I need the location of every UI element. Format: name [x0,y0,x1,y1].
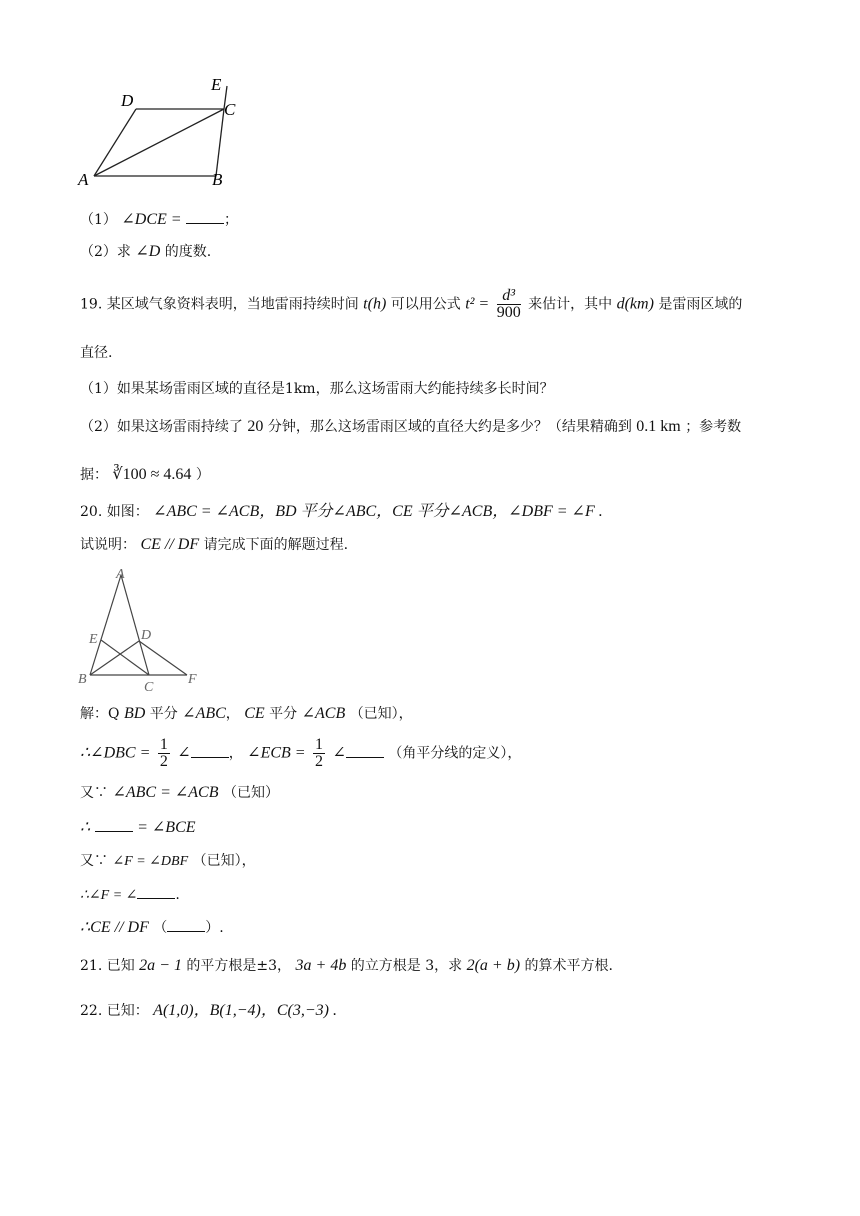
q20-sol7-b: （ [153,920,168,936]
q19-part2 [80,418,741,436]
q20-prove [80,536,348,554]
q20-sol2-b: ∠ [177,744,191,762]
q21-text-d: 的算术平方根. [524,958,613,974]
q19-text-b: 可以用公式 [390,296,461,313]
q20-prove-label: 试说明： [80,537,136,553]
q20-stem [80,503,603,521]
segment-AC [121,575,152,675]
half-fraction [158,737,170,770]
q20-sol6-b: . [175,887,180,903]
q20-sol3-b: ∠ABC = ∠ACB [112,784,219,801]
label-B: B [78,672,87,687]
q19-t-unit: t(h) [363,295,387,313]
q20-sol1-g: 平分 [269,706,298,722]
question-number-20: 20. [80,504,103,520]
q19-stem-cont [80,344,112,362]
q19-d-unit: d(km) [616,295,654,313]
q20-sol1-h: ∠ACB [301,705,346,722]
q19-text-d: 是雷雨区域的 [658,296,743,313]
fraction-denominator: 2 [315,753,324,770]
answer-blank [95,819,133,832]
q20-sol4-b: = ∠BCE [137,819,196,836]
q19-formula-numerator: d³ [497,288,521,305]
label-A: A [78,170,89,189]
q19-part2-d: 0.1 km [636,418,681,435]
q18-part2 [80,243,211,261]
q18-part1 [80,211,238,229]
question-number-22: 22. [80,1003,103,1019]
q20-sol-line5 [80,852,256,871]
question-number-21: 21. [80,958,103,974]
q19-text-c: 来估计，其中 [528,296,613,313]
label-B: B [212,170,223,189]
q20-sol4-a: ∴ [80,819,91,836]
answer-blank [137,886,175,899]
q18-part1-suffix: ； [224,212,239,228]
q18-part1-expr: ∠DCE = [121,211,182,228]
parallelogram-figure [76,72,256,192]
q20-sol5-b: ∠F = ∠DBF [112,854,189,869]
q20-sol3-a: 又∵ [80,785,108,801]
q19-stem [80,288,742,321]
segment-AB [90,575,121,675]
q20-sol1-a: 解：Q [80,706,120,722]
q20-sol5-a: 又∵ [80,853,108,869]
q19-part2-cont [80,466,210,484]
segment-DF [139,641,187,675]
q19-part2-c: 分钟，那么这场雷雨区域的直径大约是多少？（结果精确到 [267,419,632,435]
q20-sol6-a: ∴∠F = ∠ [80,888,138,903]
label-C: C [224,100,236,119]
q21-text-c: 的立方根是 3，求 [350,958,463,974]
q18-part2-suffix: 的度数. [164,244,212,260]
q20-sol1-b: BD [123,705,146,722]
q20-sol-line3 [80,784,279,802]
q19-formula-fraction [497,288,521,321]
q20-sol-line1 [80,705,413,723]
segment-BC [216,109,224,176]
q18-part2-prefix: （2）求 [80,244,131,260]
q20-sol5-c: （已知）， [192,853,256,869]
q19-part2-h: ） [195,467,210,483]
segment-DA [94,109,136,176]
question-number-19: 19. [80,296,103,313]
fraction-numerator: 1 [315,736,324,753]
q21-text-b: 的平方根是±3， [186,958,292,974]
q21-expr2: 3a + 4b [295,957,347,974]
q20-sol2-c: ， [228,745,243,762]
q20-prove-expr: CE // DF [140,536,200,553]
label-D: D [121,91,134,110]
q20-sol7-c: ）. [205,920,224,936]
label-C: C [144,680,154,695]
label-E: E [89,632,98,647]
q21-text-a: 已知 [106,958,135,974]
q20-sol2-e: ∠ [332,744,346,762]
q19-text-a: 某区域气象资料表明，当地雷雨持续时间 [106,296,359,313]
q19-part2-f: 据： [80,467,108,483]
q19-part2-a: （2）如果这场雷雨持续了 [80,419,243,435]
q21-expr1: 2a − 1 [139,957,182,974]
q22-stem [80,1002,337,1020]
q20-sol-line7 [80,919,224,937]
q20-sol1-c: 平分 [149,706,178,722]
label-A: A [116,567,125,582]
q20-prove-suffix: 请完成下面的解题过程. [203,537,349,553]
q20-sol1-e: ， [225,706,240,722]
answer-blank [346,745,384,758]
q19-part2-g: ∛100 ≈ 4.64 [112,466,192,483]
q18-part1-prefix: （1） [80,212,117,228]
label-F: F [188,672,197,687]
q20-sol-line6 [80,886,180,905]
triangle-figure [76,565,216,695]
q19-formula-denominator: 900 [496,304,521,321]
q20-sol3-c: （已知） [222,785,279,801]
q20-sol1-d: ∠ABC [182,705,226,722]
q19-part2-e: ；参考数 [685,419,742,435]
q19-formula-lhs: t² = [465,295,490,313]
q19-part2-b: 20 [247,418,264,435]
answer-blank [191,745,229,758]
q22-expr: A(1,0)，B(1,−4)，C(3,−3) . [153,1002,337,1019]
q20-sol-line2 [80,737,521,770]
label-D: D [141,628,152,643]
q20-sol-line4 [80,819,196,837]
half-fraction [313,737,325,770]
q21-stem [80,957,613,975]
q20-sol1-i: （已知）， [349,706,413,722]
fraction-denominator: 2 [159,753,168,770]
answer-blank [186,211,224,224]
q19-text-e: 直径. [80,345,113,361]
q20-sol2-a: ∴∠DBC = [80,744,151,762]
q19-part1-text: （1）如果某场雷雨区域的直径是1km，那么这场雷雨大约能持续多长时间？ [80,381,554,397]
q20-sol2-f: （角平分线的定义）， [388,745,522,762]
q19-part1 [80,380,554,398]
q20-sol1-f: CE [244,705,265,722]
fraction-numerator: 1 [159,736,168,753]
q18-part2-expr: ∠D [135,243,161,260]
q20-intro-expr: ∠ABC = ∠ACB，BD 平分∠ABC，CE 平分∠ACB，∠DBF = ∠F . [153,503,603,520]
q21-expr3: 2(a + b) [466,957,521,974]
answer-blank [167,919,205,932]
q20-sol7-a: ∴CE // DF [80,919,149,936]
segment-CE [101,640,149,675]
segment-AC [94,109,224,176]
q22-text-a: 已知： [106,1003,149,1019]
q20-sol2-d: ∠ECB = [247,744,306,762]
label-E: E [211,75,222,94]
q20-intro-a: 如图： [106,504,149,520]
